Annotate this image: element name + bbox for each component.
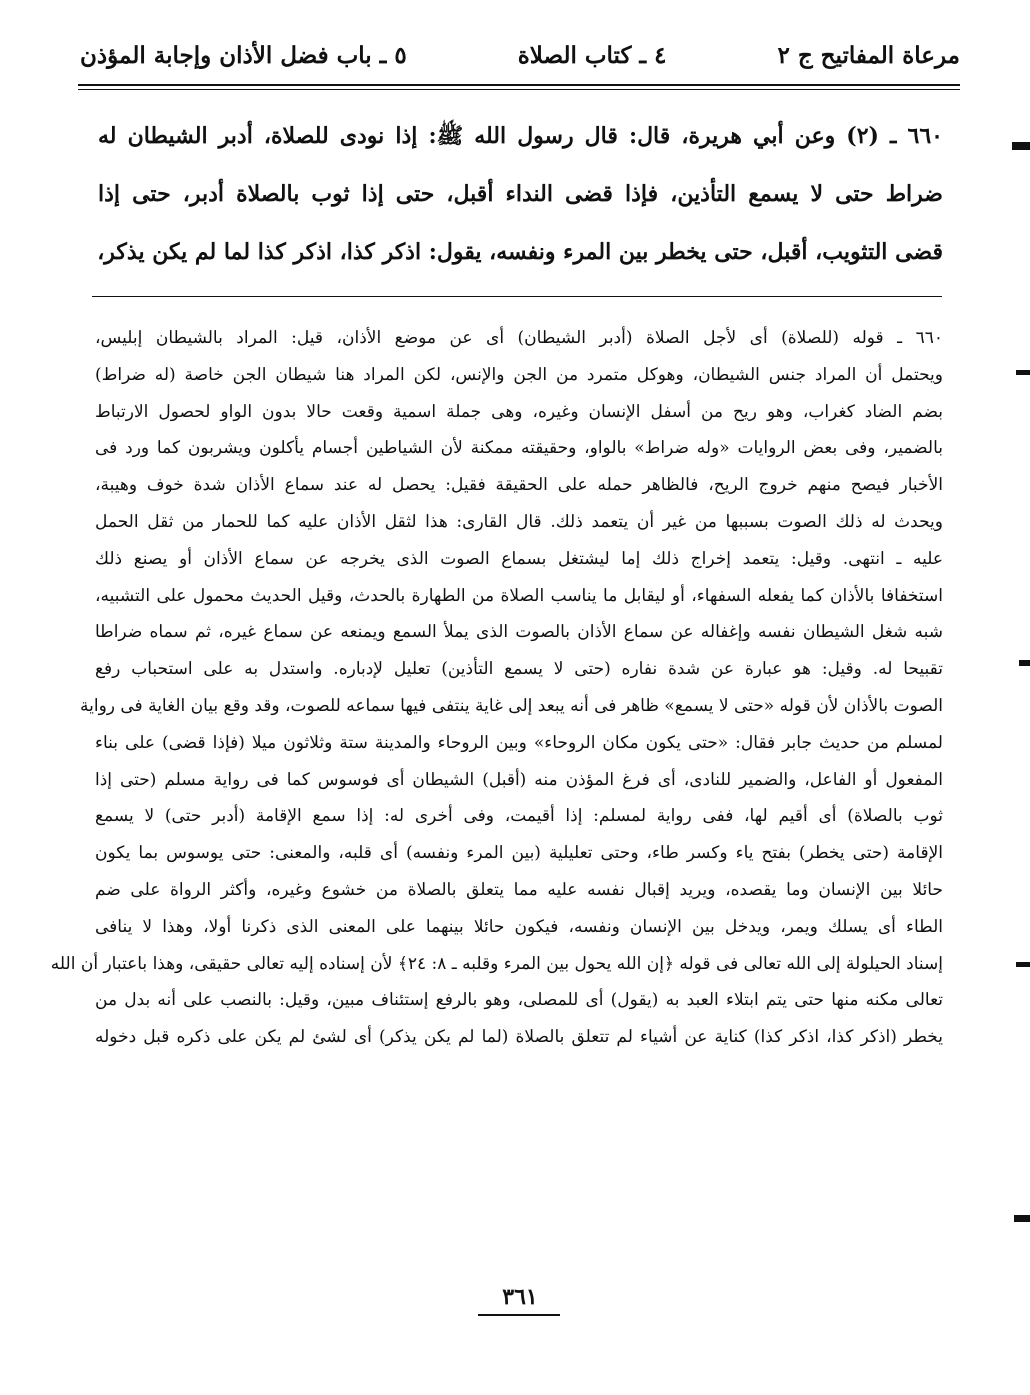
commentary-text: [50, 320, 944, 1056]
binding-mark: [1014, 1215, 1030, 1222]
commentary-line: ويحدث له ذلك الصوت بسببها من غير أن يتعمد ذلك. قال القارى: هذا لثقل الأذان عليه كما للحمار من ثقل الحمل: [95, 511, 943, 532]
hadith-line: ٦٦٠ ـ (٢) وعن أبي هريرة، قال: قال رسول الله ﷺ: إذا نودى للصلاة، أدبر الشيطان له: [98, 123, 943, 149]
binding-mark: [1016, 370, 1030, 375]
commentary-line: بالضمير، وفى بعض الروايات «وله ضراط» بالواو، وحقيقته ممكنة لأن الشياطين أجسام يأكلون ويشربون كما ورد فى: [95, 438, 943, 459]
commentary-line: تقبيحا له. وقيل: هو عبارة عن شدة نفاره (حتى لا يسمع التأذين) تعليل لإدباره. واستدل به على استحباب رفع: [95, 659, 943, 680]
hadith-line: ضراط حتى لا يسمع التأذين، فإذا قضى النداء أقبل، حتى إذا ثوب بالصلاة أدبر، حتى إذا: [98, 181, 943, 207]
hadith-line: قضى التثويب، أقبل، حتى يخطر بين المرء ونفسه، يقول: اذكر كذا، اذكر كذا لما لم يكن يذكر،: [97, 239, 943, 265]
commentary-line: الأخبار فيصح منهم خروج الريح، فالظاهر حمله على الحقيقة فقيل: يحصل له عند سماع الأذان شدة خوف وهيبة،: [95, 475, 943, 496]
commentary-line: استخفافا بالأذان كما يفعله السفهاء، أو ليقابل ما يناسب الصلاة من الطهارة بالحدث، وقيل الحديث محمول على التشبيه،: [95, 585, 943, 606]
section-separator: [92, 296, 942, 297]
commentary-line: بضم الضاد كغراب، وهو ريح من أسفل الإنسان وغيره، وهى جملة اسمية وقعت حالا بدون الواو لحصول الارتباط: [95, 401, 943, 422]
commentary-line: ويحتمل أن المراد جنس الشيطان، وهوكل متمرد من الجن والإنس، لكن المراد هنا شيطان الجن خاصة (له ضراط): [95, 364, 943, 385]
header-chapter-title: ٤ ـ كتاب الصلاة: [517, 41, 667, 69]
commentary-line: تعالى مكنه منها حتى يتم ابتلاء العبد به (يقول) أى للمصلى، وهو بالرفع إستئناف مبين، وقيل: بالنصب على أنه بدل من: [95, 990, 943, 1011]
running-header: [80, 30, 960, 80]
header-rule: [78, 84, 960, 86]
commentary-line: عليه ـ انتهى. وقيل: يتعمد إخراج ذلك إما ليشتغل بسماع الصوت الذى يخرجه عن سماع الأذان أو يصنع ذلك: [95, 548, 943, 569]
commentary-line: يخطر (اذكر كذا، اذكر كذا) كناية عن أشياء لم تتعلق بالصلاة (لما لم يكن يذكر) أى لشئ لم يكن على ذكره قبل دخوله: [95, 1027, 943, 1048]
commentary-line: حائلا بين الإنسان وما يقصده، ويريد إقبال نفسه عليه مما يتعلق بالصلاة من خشوع وغيره، وأكثر الرواة على ضم: [95, 879, 943, 900]
page-number: ٣٦١: [502, 1284, 538, 1310]
hadith-text: [98, 107, 943, 281]
commentary-line: ثوب بالصلاة) أى أقيم لها، ففى رواية لمسلم: إذا أقيمت، وفى أخرى له: إذا سمع الإقامة (أدبر حتى) لا يسمع: [95, 806, 943, 827]
binding-mark: [1016, 962, 1030, 967]
header-section-title: ٥ ـ باب فضل الأذان وإجابة المؤذن: [80, 41, 407, 69]
commentary-line: الصوت بالأذان لأن قوله «حتى لا يسمع» ظاهر فى أنه يبعد إلى غاية ينتفى فيها سماعه للصوت، وقد وقع بيان الغاية فى رواية: [80, 695, 943, 716]
commentary-line: شبه شغل الشيطان نفسه وإغفاله عن سماع الأذان بالصوت الذى يملأ السمع ويمنعه عن سماع غيره، ثم سماه ضراطا: [95, 622, 944, 643]
commentary-line: الطاء أى يسلك ويمر، ويدخل بين الإنسان ونفسه، فيكون حائلا بينهما على المعنى الذى ذكرنا أولا، وهذا لا ينافى: [95, 916, 943, 937]
binding-mark: [1012, 142, 1030, 150]
page-number-rule: [478, 1314, 560, 1316]
header-rule-thin: [78, 89, 960, 90]
commentary-line: إسناد الحيلولة إلى الله تعالى فى قوله ﴿إن الله يحول بين المرء وقلبه ـ ٨: ٢٤﴾ لأن إسناده إليه تعالى حقيقى، وهذا باعتبار أن الله: [50, 953, 943, 974]
commentary-line: الإقامة (حتى يخطر) بفتح ياء وكسر طاء، وحتى تعليلية (بين المرء ونفسه) أى قلبه، والمعنى: حتى يوسوس بما يكون: [95, 843, 943, 864]
header-book-title: مرعاة المفاتيح ج ٢: [777, 41, 960, 69]
binding-mark: [1019, 660, 1030, 666]
commentary-line: المفعول أو الفاعل، والضمير للنادى، أى فرغ المؤذن منه (أقبل) الشيطان أى فوسوس كما فى رواية مسلم (حتى إذا: [95, 769, 943, 790]
commentary-line: ٦٦٠ ـ قوله (للصلاة) أى لأجل الصلاة (أدبر الشيطان) أى عن موضع الأذان، قيل: المراد بالشيطان إبليس،: [95, 328, 943, 348]
commentary-line: لمسلم من حديث جابر فقال: «حتى يكون مكان الروحاء» وبين الروحاء والمدينة ستة وثلاثون ميلا (فإذا قضى) على بناء: [95, 732, 943, 753]
